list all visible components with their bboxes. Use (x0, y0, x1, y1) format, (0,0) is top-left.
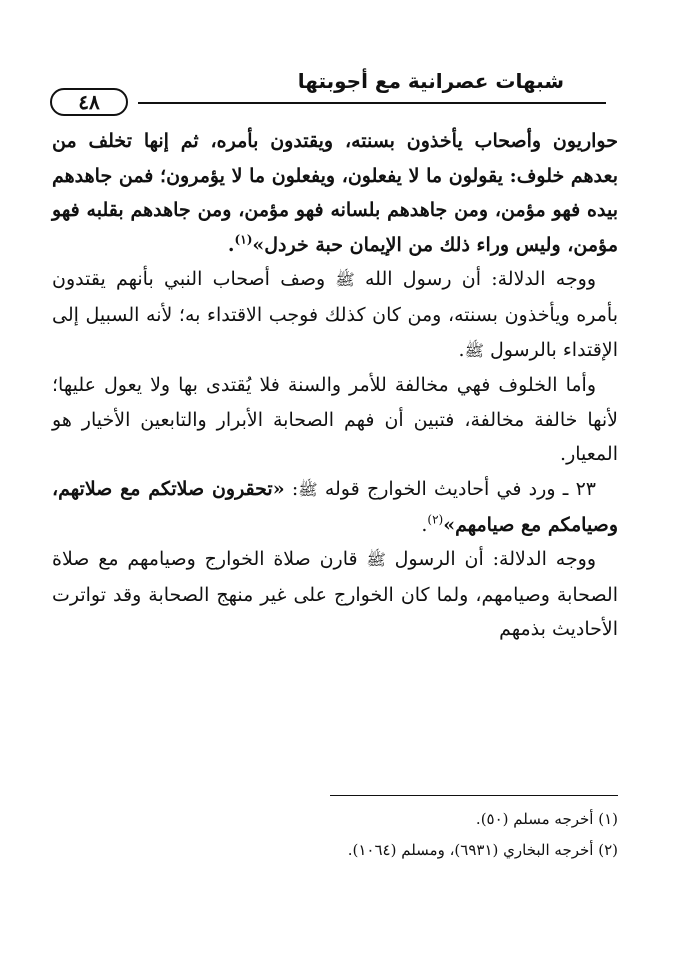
paragraph-khuluf (52, 368, 618, 472)
footnote-ref-2: (٢) (427, 512, 444, 527)
main-text (52, 124, 618, 647)
footnotes (52, 804, 618, 866)
punctuation: : (284, 477, 299, 500)
running-header-title: شبهات عصرانية مع أجوبتها (297, 69, 564, 93)
honorific-glyph: ﷺ (335, 270, 355, 290)
punctuation: . (421, 513, 428, 536)
khawarij-hadith-quote: «تحقرون صلاتكم مع صلاتهم، وصيامكم مع صيامهم» (52, 477, 618, 536)
page-number-text: ٤٨ (78, 90, 100, 114)
footnote-separator (330, 795, 618, 796)
page-number (50, 88, 128, 116)
evidence-text: وصف أصحاب النبي بأنهم يقتدون بأمره ويأخذون بسنته، ومن كان كذلك فوجب الاقتداء به؛ لأنه السبيل إلى الإقتداء بالرسول (52, 268, 618, 361)
item-23-intro: ٢٣ ـ ورد في أحاديث الخوارج قوله (317, 477, 596, 500)
footnote-1: (١) أخرجه مسلم (٥٠). (475, 810, 618, 828)
hadith-quote-text: حواريون وأصحاب يأخذون بسنته، ويقتدون بأمره، ثم إنها تخلف من بعدهم خلوف: يقولون ما لا يفعلون، ويفعلون ما لا يؤمرون؛ فمن جاهدهم بيده فهو مؤمن، ومن جاهدهم بلسانه فهو مؤمن، ومن جاهدهم بقلبه فهو مؤمن، وليس وراء ذلك من الإيمان حبة خردل» (52, 130, 618, 256)
paragraph-hadith-quote (52, 124, 618, 262)
footnote-ref-1: (١) (234, 232, 253, 247)
punctuation: . (458, 338, 465, 361)
honorific-glyph: ﷺ (464, 340, 484, 360)
paragraph-item-23 (52, 472, 618, 542)
punctuation: . (227, 233, 235, 256)
paragraph-evidence-2 (52, 542, 618, 647)
header-rule (138, 102, 606, 104)
khuluf-text: وأما الخلوف فهي مخالفة للأمر والسنة فلا يُقتدى بها ولا يعول عليها؛ لأنها خالفة مخالفة، فتبين أن فهم الصحابة الأبرار والتابعين الأخيار هو المعيار. (52, 374, 618, 466)
honorific-glyph: ﷺ (298, 479, 318, 499)
evidence-text-start: ووجه الدلالة: أن رسول الله (354, 268, 596, 291)
evidence-2-start: ووجه الدلالة: أن الرسول (385, 548, 596, 571)
honorific-glyph: ﷺ (366, 550, 386, 570)
paragraph-evidence-1 (52, 262, 618, 368)
footnote-2: (٢) أخرجه البخاري (٦٩٣١)، ومسلم (١٠٦٤). (347, 841, 618, 859)
evidence-2-text: قارن صلاة الخوارج وصيامهم مع صلاة الصحابة وصيامهم، ولما كان الخوارج على غير منهج الصحابة وقد تواترت الأحاديث بذمهم (52, 548, 618, 641)
